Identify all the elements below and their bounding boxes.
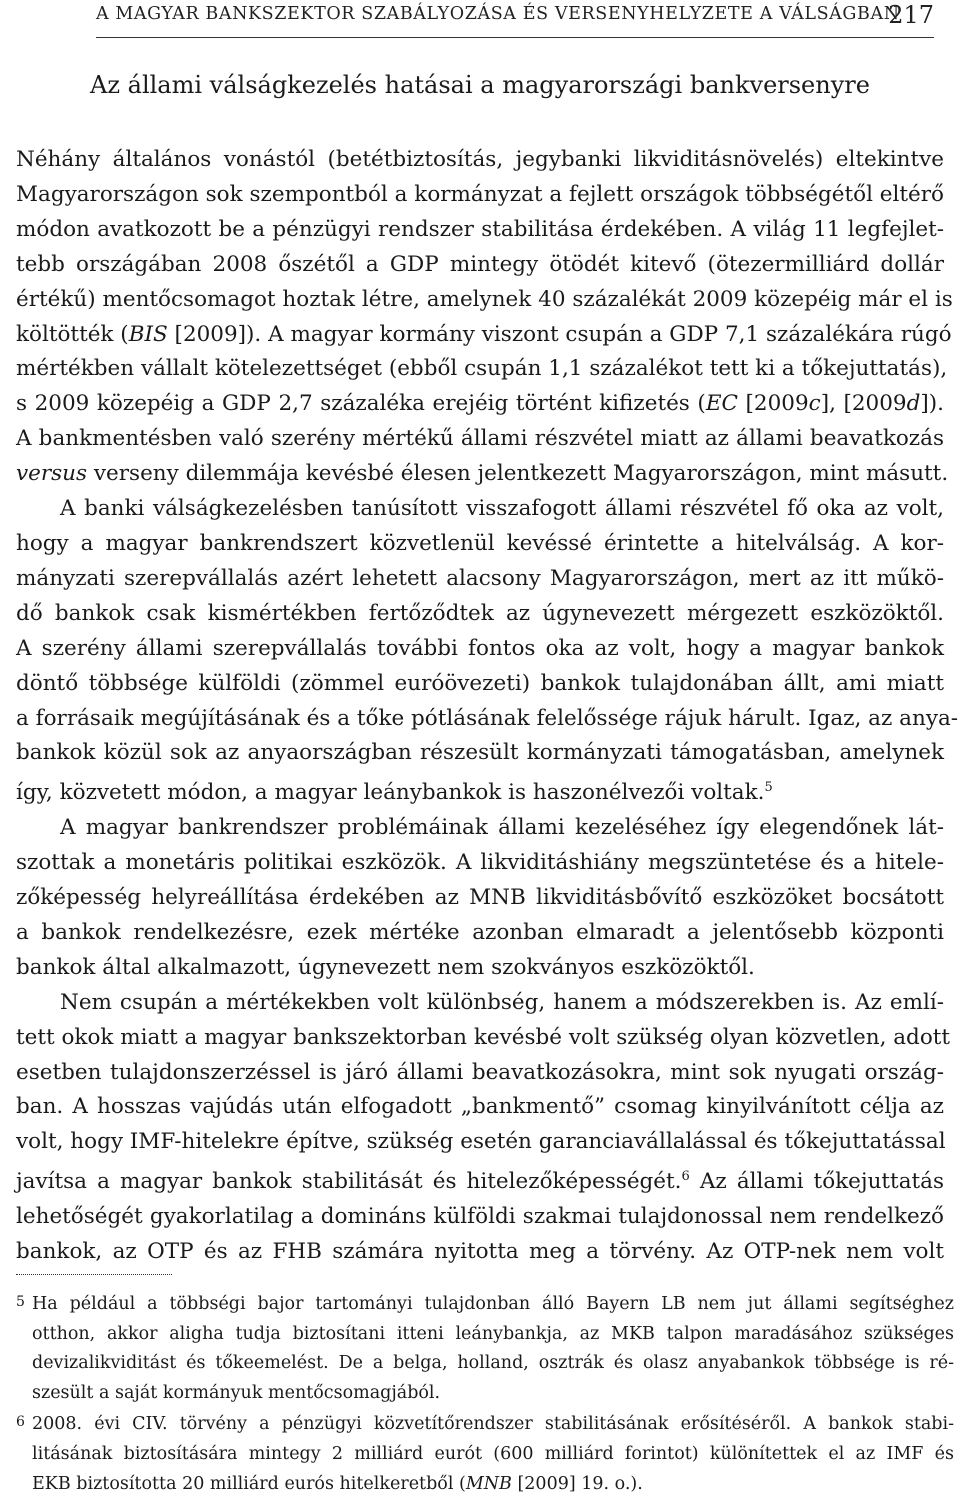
- text-line: A szerény állami szerepvállalás további fontos oka az volt, hogy a magyar bankok: [16, 635, 944, 661]
- text-line: Magyarországon sok szempontból a kormányzat a fejlett országok többségétől eltérő: [16, 181, 944, 207]
- text-line: dő bankok csak kismértékben fertőződtek az úgynevezett mérgezett eszközöktől.: [16, 600, 944, 626]
- section-title: Az állami válságkezelés hatásai a magyarországi bankversenyre: [90, 71, 870, 99]
- footnote-6: 6 2008. évi CIV. törvény a pénzügyi közvetítőrendszer stabilitásának erősítéséről. A bankok stabi-: [16, 1408, 954, 1440]
- footnote-line: EKB biztosította 20 milliárd eurós hitelkeretből (MNB [2009] 19. o.).: [32, 1473, 643, 1494]
- paragraph-start: A banki válságkezelésben tanúsított visszafogott állami részvétel fő oka az volt,: [60, 496, 944, 522]
- running-title: A MAGYAR BANKSZEKTOR SZABÁLYOZÁSA ÉS VERSENYHELYZETE A VÁLSÁGBAN: [96, 4, 900, 24]
- footnote-line: otthon, akkor aligha tudja biztosítani itteni leánybankja, az MKB talpon maradásához szükséges: [32, 1323, 954, 1344]
- text-line: értékű) mentőcsomagot hoztak létre, amelynek 40 százalékát 2009 közepéig már el is: [16, 286, 953, 312]
- footnote-5: 5 Ha például a többségi bajor tartományi tulajdonban álló Bayern LB nem jut állami segítséghez: [16, 1288, 954, 1320]
- footnote-mark-5: 5: [16, 1294, 25, 1310]
- text-line: Néhány általános vonástól (betétbiztosítás, jegybanki likviditásnövelés) eltekintve: [16, 147, 944, 172]
- text-line: esetben tulajdonszerzéssel is járó állami beavatkozásokra, mint sok nyugati ország-: [16, 1059, 944, 1085]
- citation-ec: EC: [705, 391, 738, 417]
- text-line: költötték (BIS [2009]). A magyar kormány viszont csupán a GDP 7,1 százalékára rúgó: [16, 321, 952, 347]
- text-line: hogy a magyar bankrendszert közvetlenül kevéssé érintette a hitelválság. A kor-: [16, 530, 944, 556]
- text-line: bankok által alkalmazott, úgynevezett nem szokványos eszközöktől.: [16, 954, 755, 980]
- body-text: [16, 143, 959, 1270]
- footnote-line: devizalikviditást és tőkeemelést. De a belga, holland, osztrák és olasz anyabankok többsége is ré-: [32, 1353, 954, 1374]
- text-line: így, közvetett módon, a magyar leánybankok is haszonélvezői voltak.$^5$: [16, 780, 773, 806]
- paragraph-start: A magyar bankrendszer problémáinak állami kezeléséhez így elegendőnek lát-: [60, 815, 944, 841]
- text-line: a bankok rendelkezésre, ezek mértéke azonban elmaradt a jelentősebb központi: [16, 919, 944, 945]
- text-line: bankok, az OTP és az FHB számára nyitotta meg a törvény. Az OTP-nek nem volt: [16, 1239, 944, 1265]
- text-line: versus verseny dilemmája kevésbé élesen jelentkezett Magyarországon, mint másutt.: [16, 461, 949, 487]
- running-head: [96, 0, 934, 36]
- footnote-ref-5[interactable]: 5: [764, 780, 773, 796]
- text-line: módon avatkozott be a pénzügyi rendszer stabilitása érdekében. A világ 11 legfejlet-: [16, 216, 944, 242]
- text-line: mértékben vállalt kötelezettséget (ebből csupán 1,1 százalékot tett ki a tőkejuttatás),: [16, 356, 948, 382]
- text-line: döntő többsége külföldi (zömmel euróövezeti) bankok tulajdonában állt, ami miatt: [16, 670, 944, 696]
- text-line: s 2009 közepéig a GDP 2,7 százaléka erejéig történt kifizetés (EC [2009c], [2009d]).: [16, 391, 944, 417]
- italic-versus: versus: [16, 461, 88, 487]
- footnote-line: litásának biztosítására mintegy 2 milliárd eurót (600 milliárd forintot) különítettek el az IMF és: [32, 1443, 954, 1464]
- text-line: mányzati szerepvállalás azért lehetett alacsony Magyarországon, mert az itt műkö-: [16, 565, 944, 591]
- text-line: A bankmentésben való szerény mértékű állami részvétel miatt az állami beavatkozás: [16, 426, 944, 452]
- citation-mnb: MNB: [465, 1473, 512, 1494]
- text-line: tebb országában 2008 őszétől a GDP mintegy ötödét kitevő (ötezermilliárd dollár: [16, 251, 944, 277]
- citation-bis: BIS: [128, 321, 168, 347]
- text-line: volt, hogy IMF-hitelekre építve, szükség esetén garanciavállalással és tőkejuttatással: [16, 1129, 946, 1155]
- page-number: 217: [888, 1, 934, 29]
- text-line: lehetőségét gyakorlatilag a domináns külföldi szakmai tulajdonossal nem rendelkező: [16, 1204, 944, 1230]
- footnote-line: szesült a saját kormányuk mentőcsomagjából.: [32, 1382, 441, 1403]
- footnote-separator: [16, 1274, 172, 1275]
- header-rule: [96, 37, 934, 38]
- footnote-mark-6: 6: [16, 1414, 25, 1431]
- text-line: zőképesség helyreállítása érdekében az MNB likviditásbővítő eszközöket bocsátott: [16, 885, 944, 911]
- text-line: tett okok miatt a magyar bankszektorban kevésbé volt szükség olyan közvetlen, adott: [16, 1024, 951, 1050]
- footnote-ref-6[interactable]: 6: [681, 1169, 690, 1185]
- text-line: szottak a monetáris politikai eszközök. A likviditáshiány megszüntetése és a hitele-: [16, 850, 944, 876]
- paragraph-start: Nem csupán a mértékekben volt különbség, hanem a módszerekben is. Az emlí-: [60, 989, 944, 1015]
- text-line: ban. A hosszas vajúdás után elfogadott „bankmentő” csomag kinyilvánított célja az: [16, 1094, 944, 1120]
- text-line: javítsa a magyar bankok stabilitását és hitelezőképességét.$^6$ Az állami tőkejuttatás: [16, 1169, 944, 1195]
- footnotes: [16, 1288, 954, 1499]
- text-line: a forrásaik megújításának és a tőke pótlásának felelőssége rájuk hárult. Igaz, az anya-: [16, 705, 959, 731]
- text-line: bankok közül sok az anyaországban részesült kormányzati támogatásban, amelynek: [16, 740, 944, 766]
